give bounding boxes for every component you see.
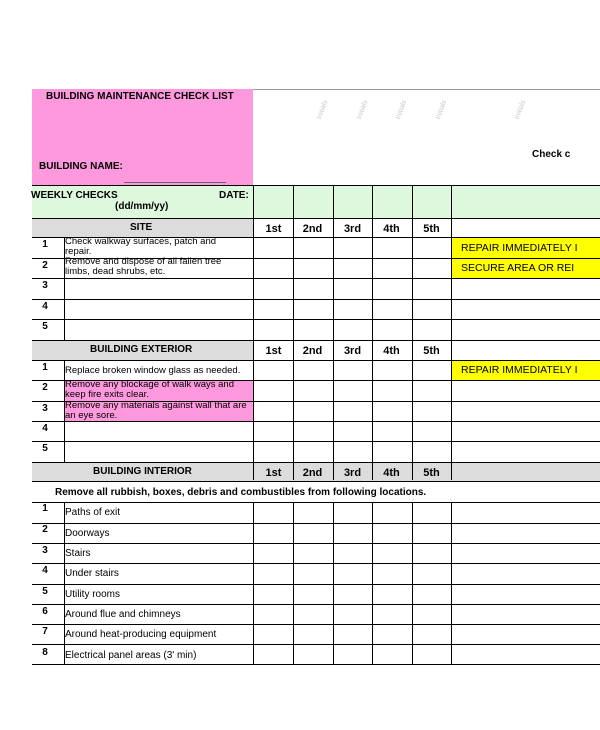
interior-row-num: 1 bbox=[42, 503, 48, 514]
interior-instruction: Remove all rubbish, boxes, debris and combustibles from following locations. bbox=[55, 487, 427, 498]
interior-week-3rd: 3rd bbox=[343, 467, 362, 479]
interior-row-num: 7 bbox=[42, 626, 48, 637]
site-week-4th: 4th bbox=[383, 223, 400, 235]
site-week-1st: 1st bbox=[265, 223, 282, 235]
initials-rotated-4: Initials bbox=[435, 99, 449, 121]
site-row-num: 2 bbox=[42, 260, 48, 271]
site-row-note: REPAIR IMMEDIATELY I bbox=[461, 242, 578, 254]
weekly-checks-label: WEEKLY CHECKS bbox=[31, 190, 118, 201]
interior-row-text: Paths of exit bbox=[65, 507, 121, 518]
exterior-week-1st: 1st bbox=[265, 345, 282, 357]
header-top-line bbox=[253, 89, 600, 90]
interior-row-text: Utility rooms bbox=[65, 589, 121, 600]
site-title: SITE bbox=[130, 222, 153, 233]
interior-title: BUILDING INTERIOR bbox=[93, 466, 192, 477]
exterior-row-num: 3 bbox=[42, 403, 48, 414]
interior-row-text: Electrical panel areas (3' min) bbox=[65, 650, 197, 661]
interior-row-text: Around heat-producing equipment bbox=[65, 629, 217, 640]
exterior-week-5th: 5th bbox=[423, 345, 440, 357]
initials-rotated-1: Initials bbox=[316, 99, 330, 121]
interior-week-4th: 4th bbox=[383, 467, 400, 479]
interior-row-num: 5 bbox=[42, 586, 48, 597]
interior-week-5th: 5th bbox=[423, 467, 440, 479]
interior-row-num: 6 bbox=[42, 606, 48, 617]
site-week-3rd: 3rd bbox=[343, 223, 362, 235]
site-week-2nd: 2nd bbox=[302, 223, 323, 235]
exterior-row-num: 4 bbox=[42, 423, 48, 434]
interior-row-num: 8 bbox=[42, 647, 48, 658]
exterior-title: BUILDING EXTERIOR bbox=[90, 344, 193, 355]
exterior-row-num: 5 bbox=[42, 443, 48, 454]
exterior-week-2nd: 2nd bbox=[302, 345, 323, 357]
interior-row-text: Around flue and chimneys bbox=[65, 609, 181, 620]
exterior-week-3rd: 3rd bbox=[343, 345, 362, 357]
interior-row-text: Stairs bbox=[65, 548, 91, 559]
site-row-num: 3 bbox=[42, 280, 48, 291]
interior-row-num: 4 bbox=[42, 565, 48, 576]
site-row-text: Check walkway surfaces, patch and repair. bbox=[65, 237, 217, 257]
site-row-num: 4 bbox=[42, 301, 48, 312]
site-row-num: 1 bbox=[42, 239, 48, 250]
interior-row-text: Doorways bbox=[65, 528, 110, 539]
site-row-note: SECURE AREA OR REI bbox=[461, 262, 575, 274]
interior-week-2nd: 2nd bbox=[302, 467, 323, 479]
interior-row-num: 2 bbox=[42, 524, 48, 535]
building-name-label: BUILDING NAME: bbox=[39, 161, 123, 172]
initials-rotated-5: Initials bbox=[514, 99, 528, 121]
interior-week-1st: 1st bbox=[265, 467, 282, 479]
interior-row-text: Under stairs bbox=[65, 568, 119, 579]
interior-row-num: 3 bbox=[42, 545, 48, 556]
exterior-week-4th: 4th bbox=[383, 345, 400, 357]
check-label: Check c bbox=[532, 149, 571, 160]
exterior-row-text: Replace broken window glass as needed. bbox=[65, 365, 241, 376]
exterior-row-num: 1 bbox=[42, 362, 48, 373]
exterior-row-text: Remove any blockage of walk ways and keep fire exits clear. bbox=[65, 380, 234, 400]
checklist-title: BUILDING MAINTENANCE CHECK LIST bbox=[46, 91, 234, 102]
date-format: (dd/mm/yy) bbox=[115, 201, 169, 212]
exterior-row-num: 2 bbox=[42, 382, 48, 393]
exterior-row-note: REPAIR IMMEDIATELY I bbox=[461, 364, 578, 376]
initials-rotated-3: Initials bbox=[395, 99, 409, 121]
date-label: DATE: bbox=[219, 190, 249, 201]
site-week-5th: 5th bbox=[423, 223, 440, 235]
exterior-row-text: Remove any materials against wall that are an eye sore. bbox=[65, 401, 247, 421]
site-row-num: 5 bbox=[42, 321, 48, 332]
site-row-text: Remove and dispose of all fallen tree limbs, dead shrubs, etc. bbox=[65, 257, 222, 277]
building-name-underline bbox=[124, 182, 226, 183]
initials-rotated-2: Initials bbox=[356, 99, 370, 121]
